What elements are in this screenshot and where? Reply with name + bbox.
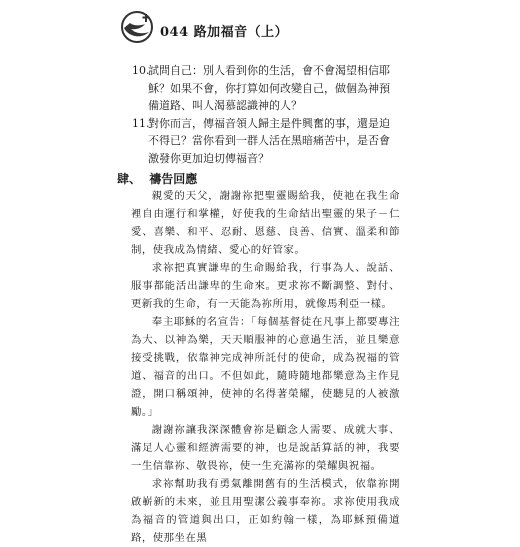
section-heading bbox=[117, 170, 197, 187]
prayer-paragraph: 奉主耶穌的名宣告：「每個基督徒在凡事上都要專注為大、以神為樂，天天順服神的心意過生活，並且樂意接受挑戰，依靠神完成神所託付的使命，成為祝福的管道、福音的出口。不但如此，隨時隨地都樂意為主作見證，開口稱頌神，使神的名得著榮耀，使聽見的人被激勵。」 bbox=[131, 316, 400, 418]
dove-cross-logo-icon bbox=[118, 8, 158, 48]
page-label: 044 路加福音（上） bbox=[160, 25, 289, 40]
prayer-paragraph: 謝謝祢讓我深深體會祢是顧念人需要、成就大事、滿足人心靈和經濟需要的神，也是說話算話的神，我要一生信靠祢、敬畏祢，使一生充滿祢的榮耀與祝福。 bbox=[131, 424, 400, 472]
prayer-body bbox=[131, 187, 400, 547]
prayer-paragraph: 親愛的天父，謝謝祢把聖靈賜給我，使祂在我生命裡自由運行和掌權，好使我的生命結出聖靈的果子－仁愛、喜樂、和平、忍耐、恩慈、良善、信實、溫柔和節制，使我成為情緒、愛心的好管家。 bbox=[131, 190, 400, 256]
section-title: 禱告回應 bbox=[149, 172, 198, 186]
question-text: 試問自己：別人看到你的生活，會不會渴望相信耶穌？如果不會，你打算如何改變自己，做個為神預備道路、叫人渴慕認識神的人？ bbox=[148, 64, 390, 112]
question-list bbox=[132, 62, 400, 167]
question-item bbox=[132, 115, 400, 168]
page-header bbox=[118, 8, 498, 48]
question-number: 10. bbox=[132, 64, 150, 77]
prayer-paragraph: 求祢把真實謙卑的生命賜給我，行事為人、說話、服事都能活出謙卑的生命來。更求祢不斷調整、對付、更新我的生命，有一天能為祢所用，就像馬利亞一樣。 bbox=[131, 262, 400, 310]
question-number: 11. bbox=[132, 116, 150, 130]
question-text: 對你而言，傳福音領人歸主是件興奮的事，還是迫不得已？當你看到一群人活在黑暗痛苦中，是否會激發你更加迫切傳福音？ bbox=[148, 116, 390, 165]
section-number: 肆、 bbox=[117, 172, 142, 186]
question-item bbox=[132, 62, 400, 115]
prayer-paragraph: 求祢幫助我有勇氣離開舊有的生活模式，依靠祢開啟嶄新的未來，並且用聖潔公義事奉祢。求祢使用我成為福音的管道與出口，正如約翰一樣，為耶穌預備道路，使那坐在黑 bbox=[131, 478, 400, 544]
